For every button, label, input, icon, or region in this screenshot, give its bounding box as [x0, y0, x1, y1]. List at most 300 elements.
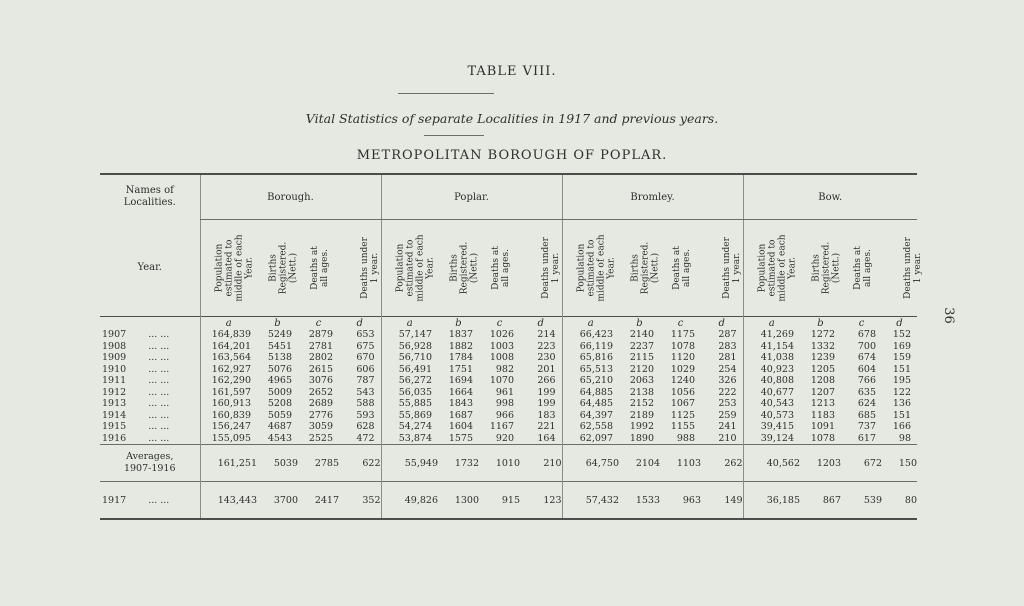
cell-value: 1300: [454, 494, 479, 506]
subheader-line: Year.: [244, 256, 255, 280]
cell-value: 700: [857, 340, 876, 352]
cell-value: 1208: [810, 375, 835, 386]
column-letter: d: [537, 317, 544, 329]
cell-value: 982: [495, 363, 514, 375]
subheader-g0-c3: [339, 220, 381, 317]
leader-dots: ... ...: [148, 329, 170, 340]
subheader-label: [903, 237, 923, 299]
subheader-g1-c0: [381, 220, 438, 317]
cell-value: 2237: [629, 340, 654, 352]
cell-value: 1207: [810, 386, 835, 398]
cell-value: 36,185: [743, 482, 800, 519]
cell-value: 1732: [454, 457, 479, 469]
averages-label-line2: 1907-1916: [123, 463, 176, 474]
year-label: [100, 433, 200, 445]
year-label: [100, 387, 200, 399]
year-value: 1917: [102, 494, 127, 506]
cell-value: 5249: [267, 329, 292, 340]
cell-value: 222: [718, 386, 737, 398]
subheader-line: Population: [576, 243, 587, 293]
leader-dots: ... ...: [148, 398, 170, 409]
cell-value: 57,432: [562, 482, 619, 519]
cell-value: 1664: [448, 386, 473, 398]
column-letter: b: [636, 317, 643, 329]
subheader-line: Births: [268, 254, 279, 282]
cell-value: 160,839: [200, 410, 257, 422]
cell-value: 159: [892, 352, 911, 363]
cell-value: 55,949: [381, 445, 438, 482]
cell-value: 5138: [267, 352, 292, 363]
leader-dots: ... ...: [148, 375, 170, 386]
cell-value: 39,124: [743, 433, 800, 445]
cell-value: 1155: [670, 421, 695, 432]
cell-value: 653: [356, 329, 375, 340]
cell-value: 593: [356, 409, 375, 421]
cell-value: 40,562: [743, 445, 800, 482]
cell-value: 241: [718, 421, 737, 432]
cell-value: 2785: [314, 457, 339, 469]
cell-value: 4687: [267, 421, 292, 432]
cell-value: 988: [676, 432, 695, 444]
subheader-g1-c3: [520, 220, 562, 317]
cell-value: 122: [892, 386, 911, 398]
table-subtitle: Vital Statistics of separate Localities in 1917 and previous years.: [305, 111, 719, 126]
subheader-line: 1 year.: [912, 252, 923, 284]
cell-value: 5009: [267, 386, 292, 398]
borough-heading: METROPOLITAN BOROUGH OF POPLAR.: [356, 148, 668, 163]
subheader-line: Deaths under: [902, 237, 913, 299]
cell-value: 80: [904, 494, 917, 506]
year-label: [100, 410, 200, 422]
column-letter: c: [858, 317, 865, 329]
subheader-line: Deaths under: [540, 237, 551, 299]
cell-value: 787: [356, 375, 375, 386]
cell-value: 588: [356, 398, 375, 409]
cell-value: 963: [682, 494, 701, 506]
subheader-line: Deaths under: [359, 237, 370, 299]
cell-value: 210: [543, 457, 562, 469]
subheader-label: [268, 242, 298, 295]
cell-value: 283: [718, 340, 737, 352]
cell-value: 66,423: [562, 329, 619, 341]
subheader-line: (Nett.): [831, 252, 842, 284]
column-letter: a: [381, 317, 438, 329]
cell-value: 1091: [810, 421, 835, 432]
table-row: [100, 410, 917, 422]
cell-value: 195: [892, 375, 911, 386]
cell-value: 201: [537, 363, 556, 375]
group-poplar: Poplar.: [381, 175, 562, 220]
cell-value: 210: [718, 432, 737, 444]
cell-value: 164,839: [200, 329, 257, 341]
leader-dots: ... ...: [148, 432, 170, 444]
cell-value: 266: [537, 375, 556, 386]
cell-value: 1167: [489, 421, 514, 432]
leader-dots: ... ...: [148, 494, 170, 506]
cell-value: 65,210: [562, 375, 619, 387]
cell-value: 230: [537, 352, 556, 363]
cell-value: 961: [495, 386, 514, 398]
cell-value: 543: [356, 386, 375, 398]
names-header-line1: Names of: [125, 185, 174, 197]
cell-value: 670: [356, 352, 375, 363]
cell-value: 539: [863, 494, 882, 506]
column-letter: b: [817, 317, 824, 329]
subheader-line: all ages.: [500, 249, 511, 287]
subheader-line: 1 year.: [369, 252, 380, 284]
cell-value: 64,397: [562, 410, 619, 422]
subheader-g3-c3: [882, 220, 923, 317]
cell-value: 1992: [629, 421, 654, 432]
table-row: [100, 421, 917, 433]
cell-value: 617: [857, 432, 876, 444]
cell-value: 151: [892, 363, 911, 375]
cell-value: 169: [892, 340, 911, 352]
cell-value: 1882: [448, 340, 473, 352]
page-number: 36: [940, 307, 956, 324]
cell-value: 766: [857, 375, 876, 386]
cell-value: 2152: [629, 398, 654, 409]
cell-value: 214: [537, 329, 556, 340]
subheader-line: Registered.: [640, 241, 651, 295]
cell-value: 352: [362, 494, 381, 506]
cell-value: 254: [718, 363, 737, 375]
cell-value: 3059: [308, 421, 333, 432]
subheader-line: 1 year.: [550, 252, 561, 284]
year-label: [100, 352, 200, 364]
cell-value: 1125: [670, 409, 695, 421]
subheader-line: (Nett.): [650, 252, 661, 284]
cell-value: 98: [898, 432, 911, 444]
cell-value: 2525: [308, 432, 333, 444]
cell-value: 40,677: [743, 387, 800, 399]
title-rule: [398, 93, 494, 94]
cell-value: 1784: [448, 352, 473, 363]
subheader-label: [449, 242, 479, 295]
cell-value: 57,147: [381, 329, 438, 341]
cell-value: 143,443: [200, 482, 257, 519]
year-header: Year.: [137, 262, 162, 274]
cell-value: 1103: [676, 457, 701, 469]
cell-value: 2879: [308, 329, 333, 340]
cell-value: 2652: [308, 386, 333, 398]
cell-value: 183: [537, 409, 556, 421]
cell-value: 56,491: [381, 364, 438, 376]
cell-value: 2120: [629, 363, 654, 375]
cell-value: 166: [892, 421, 911, 432]
cell-value: 2781: [308, 340, 333, 352]
names-header-line2: Localities.: [123, 197, 176, 209]
subheader-g2-c0: [562, 220, 619, 317]
cell-value: 151: [892, 409, 911, 421]
cell-value: 199: [537, 398, 556, 409]
cell-value: 161,597: [200, 387, 257, 399]
subheader-line: all ages.: [862, 249, 873, 287]
subheader-line: Registered.: [821, 241, 832, 295]
cell-value: 161,251: [200, 445, 257, 482]
table-title: TABLE VIII.: [467, 64, 557, 79]
subheader-label: [811, 242, 841, 295]
subheader-g1-c1: [438, 220, 479, 317]
leader-dots: ... ...: [148, 363, 170, 375]
cell-value: 1203: [816, 457, 841, 469]
subheader-g3-c1: [800, 220, 841, 317]
cell-value: 2138: [629, 386, 654, 398]
subheader-line: Births: [449, 254, 460, 282]
subheader-label: [576, 234, 616, 301]
cell-value: 54,274: [381, 421, 438, 433]
cell-value: 5039: [273, 457, 298, 469]
cell-value: 56,035: [381, 387, 438, 399]
cell-value: 56,928: [381, 341, 438, 353]
year-value: 1911: [102, 375, 127, 386]
subheader-line: all ages.: [681, 249, 692, 287]
column-letter: b: [274, 317, 281, 329]
cell-value: 472: [356, 432, 375, 444]
cell-value: 1056: [670, 386, 695, 398]
cell-value: 867: [822, 494, 841, 506]
column-letter: c: [315, 317, 322, 329]
cell-value: 685: [857, 409, 876, 421]
cell-value: 1029: [670, 363, 695, 375]
table-row: [100, 375, 917, 387]
subheader-g1-c2: [479, 220, 520, 317]
table-row: [100, 329, 917, 341]
averages-label: [100, 445, 200, 482]
subheader-g2-c3: [701, 220, 743, 317]
cell-value: 5059: [267, 409, 292, 421]
cell-value: 40,923: [743, 364, 800, 376]
subheader-line: middle of each: [777, 234, 788, 302]
year-label: [100, 398, 200, 410]
group-bow: Bow.: [743, 175, 917, 220]
year-label: [100, 341, 200, 353]
subheader-line: (Nett.): [288, 252, 299, 284]
cell-value: 1837: [448, 329, 473, 340]
cell-value: 1890: [629, 432, 654, 444]
cell-value: 66,119: [562, 341, 619, 353]
year-value: 1908: [102, 340, 127, 352]
subheader-line: estimated to: [767, 239, 778, 297]
current-year-row: [100, 482, 917, 519]
vital-statistics-table: [100, 173, 923, 520]
cell-value: 5076: [267, 363, 292, 375]
cell-value: 253: [718, 398, 737, 409]
cell-value: 55,869: [381, 410, 438, 422]
subheader-label: [630, 242, 660, 295]
cell-value: 41,154: [743, 341, 800, 353]
cell-value: 1751: [448, 363, 473, 375]
cell-value: 4965: [267, 375, 292, 386]
cell-value: 998: [495, 398, 514, 409]
cell-value: 1183: [810, 409, 835, 421]
cell-value: 1175: [670, 329, 695, 340]
subheader-g2-c2: [660, 220, 701, 317]
subheader-line: 1 year.: [731, 252, 742, 284]
cell-value: 1008: [489, 352, 514, 363]
cell-value: 674: [857, 352, 876, 363]
subheader-line: Deaths at: [852, 246, 863, 290]
cell-value: 2140: [629, 329, 654, 340]
year-value: 1913: [102, 398, 127, 409]
cell-value: 4543: [267, 432, 292, 444]
cell-value: 1067: [670, 398, 695, 409]
table-row: [100, 364, 917, 376]
averages-row: [100, 445, 917, 482]
column-letter: d: [356, 317, 363, 329]
cell-value: 40,573: [743, 410, 800, 422]
subheader-line: Year.: [787, 256, 798, 280]
table-row: [100, 341, 917, 353]
cell-value: 49,826: [381, 482, 438, 519]
names-header: [100, 175, 200, 220]
subheader-g0-c2: [298, 220, 339, 317]
cell-value: 199: [537, 386, 556, 398]
subheader-line: estimated to: [405, 239, 416, 297]
subheader-label: [310, 246, 330, 290]
cell-value: 40,808: [743, 375, 800, 387]
column-letter: d: [896, 317, 903, 329]
subheader-line: middle of each: [234, 234, 245, 302]
subheader-label: [360, 237, 380, 299]
leader-dots: ... ...: [148, 352, 170, 363]
subheader-line: Year.: [425, 256, 436, 280]
year-value: 1907: [102, 329, 127, 340]
subheader-label: [757, 234, 797, 301]
cell-value: 1120: [670, 352, 695, 363]
cell-value: 65,513: [562, 364, 619, 376]
subheader-line: estimated to: [224, 239, 235, 297]
column-letter: a: [200, 317, 257, 329]
cell-value: 40,543: [743, 398, 800, 410]
cell-value: 3700: [273, 494, 298, 506]
cell-value: 164: [537, 432, 556, 444]
cell-value: 2689: [308, 398, 333, 409]
year-value: 1912: [102, 386, 127, 398]
subheader-label: [214, 234, 254, 301]
cell-value: 152: [892, 329, 911, 340]
cell-value: 55,885: [381, 398, 438, 410]
subheader-line: all ages.: [319, 249, 330, 287]
cell-value: 678: [857, 329, 876, 340]
year-value: 1916: [102, 432, 127, 444]
cell-value: 41,269: [743, 329, 800, 341]
cell-value: 287: [718, 329, 737, 340]
cell-value: 1240: [670, 375, 695, 386]
column-letter: d: [718, 317, 725, 329]
leader-dots: ... ...: [148, 340, 170, 352]
cell-value: 920: [495, 432, 514, 444]
subheader-g0-c0: [200, 220, 257, 317]
group-bromley: Bromley.: [562, 175, 743, 220]
cell-value: 1332: [810, 340, 835, 352]
cell-value: 62,097: [562, 433, 619, 445]
cell-value: 2063: [629, 375, 654, 386]
averages-label-line1: Averages,: [126, 451, 174, 462]
cell-value: 65,816: [562, 352, 619, 364]
subheader-line: Births: [630, 254, 641, 282]
table-row: [100, 433, 917, 445]
cell-value: 622: [362, 457, 381, 469]
cell-value: 53,874: [381, 433, 438, 445]
leader-dots: ... ...: [148, 409, 170, 421]
year-value: 1910: [102, 363, 127, 375]
table-row: [100, 398, 917, 410]
cell-value: 149: [724, 494, 743, 506]
cell-value: 1687: [448, 409, 473, 421]
cell-value: 64,750: [562, 445, 619, 482]
year-value: 1909: [102, 352, 127, 363]
cell-value: 604: [857, 363, 876, 375]
cell-value: 1010: [495, 457, 520, 469]
cell-value: 162,290: [200, 375, 257, 387]
leader-dots: ... ...: [148, 421, 170, 432]
cell-value: 123: [543, 494, 562, 506]
cell-value: 672: [863, 457, 882, 469]
cell-value: 2802: [308, 352, 333, 363]
subheader-line: middle of each: [415, 234, 426, 302]
group-borough: Borough.: [200, 175, 381, 220]
subheader-line: Registered.: [459, 241, 470, 295]
cell-value: 1239: [810, 352, 835, 363]
cell-value: 1078: [670, 340, 695, 352]
cell-value: 259: [718, 409, 737, 421]
cell-value: 41,038: [743, 352, 800, 364]
cell-value: 3076: [308, 375, 333, 386]
cell-value: 1070: [489, 375, 514, 386]
subheader-line: Deaths at: [309, 246, 320, 290]
column-letter: a: [562, 317, 619, 329]
cell-value: 624: [857, 398, 876, 409]
column-letter: a: [743, 317, 800, 329]
cell-value: 635: [857, 386, 876, 398]
cell-value: 1213: [810, 398, 835, 409]
year-label: [100, 482, 200, 519]
year-label: [100, 364, 200, 376]
subheader-line: Deaths under: [721, 237, 732, 299]
cell-value: 1205: [810, 363, 835, 375]
subheader-line: Population: [757, 243, 768, 293]
subheader-label: [541, 237, 561, 299]
subheader-line: Year.: [606, 256, 617, 280]
cell-value: 281: [718, 352, 737, 363]
table-row: [100, 352, 917, 364]
subheader-line: Population: [214, 243, 225, 293]
cell-value: 966: [495, 409, 514, 421]
subheader-label: [722, 237, 742, 299]
cell-value: 915: [501, 494, 520, 506]
column-letter: c: [677, 317, 684, 329]
subheader-label: [853, 246, 873, 290]
cell-value: 2776: [308, 409, 333, 421]
subheader-line: estimated to: [586, 239, 597, 297]
cell-value: 1026: [489, 329, 514, 340]
cell-value: 2417: [314, 494, 339, 506]
cell-value: 326: [718, 375, 737, 386]
subtitle-rule: [424, 135, 484, 136]
cell-value: 628: [356, 421, 375, 432]
cell-value: 136: [892, 398, 911, 409]
subheader-line: Deaths at: [490, 246, 501, 290]
leader-dots: ... ...: [148, 386, 170, 398]
subheader-line: middle of each: [596, 234, 607, 302]
cell-value: 164,201: [200, 341, 257, 353]
cell-value: 155,095: [200, 433, 257, 445]
cell-value: 64,885: [562, 387, 619, 399]
cell-value: 1272: [810, 329, 835, 340]
cell-value: 1604: [448, 421, 473, 432]
cell-value: 39,415: [743, 421, 800, 433]
